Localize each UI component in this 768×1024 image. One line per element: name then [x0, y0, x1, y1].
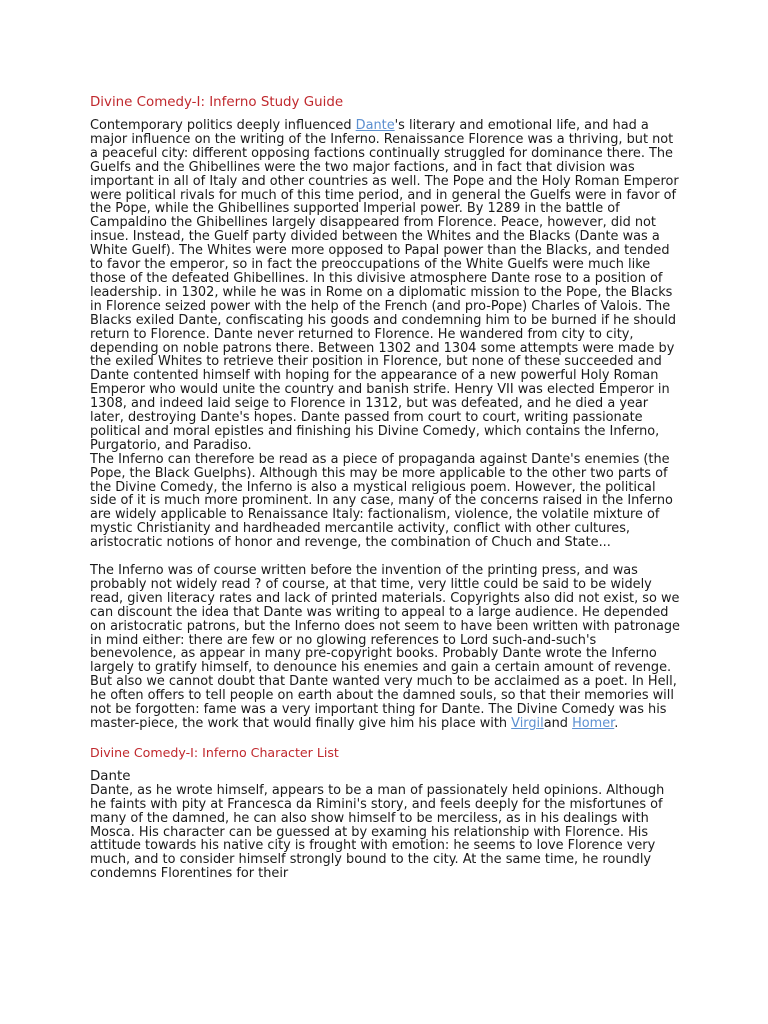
para1-rest: 's literary and emotional life, and had a major influence on the writing of the Inferno. Renaissance Florence was a thriving, but not a peaceful city: different opposing factions continually struggled for dominance there. The Guelfs and the Ghibellines were the two major factions, and in fact that division was important in all of Italy and other countries as well. The Pope and the Holy Roman Emperor were political rivals for much of this time period, and in general the Guelfs were in favor of the Pope, while the Ghibellines supported Imperial power. By 1289 in the battle of Campaldino the Ghibellines largely disappeared from Florence. Peace, however, did not insue. Instead, the Guelf party divided between the Whites and the Blacks (Dante was a White Guelf). The Whites were more opposed to Papal power than the Blacks, and tended to favor the emperor, so in fact the preoccupations of the White Guelfs were much like those of the defeated Ghibellines. In this divisive atmosphere Dante rose to a position of leadership. in 1302, while he was in Rome on a diplomatic mission to the Pope, the Blacks in Florence seized power with the help of the French (and pro-Pope) Charles of Valois. The Blacks exiled Dante, confiscating his goods and condemning him to be burned if he should return to Florence. Dante never returned to Florence. He wandered from city to city, depending on noble patrons there. Between 1302 and 1304 some attempts were made by the exiled Whites to retrieve their position in Florence, but none of these succeeded and Dante contented himself with hoping for the appearance of a new powerful Holy Roman Emperor who would unite the country and banish strife. Henry VII was elected Emperor in 1308, and indeed laid seige to Florence in 1312, but was defeated, and he died a year later, destroying Dante's hopes. Dante passed from court to court, writing passionate political and moral epistles and finishing his Divine Comedy, which contains the Inferno, Purgatorio, and Paradiso. [90, 118, 679, 453]
study-guide-title: Divine Comedy-I: Inferno Study Guide [90, 95, 344, 110]
character-list-title: Divine Comedy-I: Inferno Character List [90, 744, 339, 760]
paragraph-printing-press [90, 564, 682, 731]
para3-text: The Inferno was of course written before the invention of the printing press, and was probably not widely read ? of course, at that time, very little could be said to be widely read, given literacy rates and lack of printed materials. Copyrights also did not exist, so we can discount the idea that Dante was writing to appeal to a large audience. He depended on aristocratic patrons, but the Inferno does not seem to have been written with patronage in mind either: there are few or no glowing references to Lord such-and-such's benevolence, as appear in many pre-copyright books. Probably Dante wrote the Inferno largely to gratify himself, to denounce his enemies and gain a certain amount of revenge. But also we cannot doubt that Dante wanted very much to be acclaimed as a poet. In Hell, he often offers to tell people on earth about the damned souls, so that their memories will not be forgotten: fame was a very important thing for Dante. The Divine Comedy was his master-piece, the work that would finally give him his place with [90, 562, 680, 731]
character-name: Dante [90, 768, 131, 784]
para1-lead: Contemporary politics deeply influenced [90, 118, 356, 133]
paragraph-politics [90, 119, 682, 453]
paragraph-propaganda: The Inferno can therefore be read as a piece of propaganda against Dante's enemies (the Pope, the Black Guelphs). Although this may be more applicable to the other two parts of the Divine Comedy, the Inferno is also a mystical religious poem. However, the political side of it is much more prominent. In any case, many of the concerns raised in the Inferno are widely applicable to Renaissance Italy: factionalism, violence, the volatile mixture of mystic Christianity and hardheaded mercantile activity, conflict with other cultures, aristocratic notions of honor and revenge, the combination of Chuch and State... [90, 451, 673, 551]
para3-end: . [614, 715, 619, 731]
dante-link[interactable]: Dante [355, 118, 395, 133]
virgil-link[interactable]: Virgil [511, 715, 544, 731]
para3-between: and [543, 715, 573, 731]
homer-link[interactable]: Homer [572, 715, 615, 731]
character-description: Dante, as he wrote himself, appears to be a man of passionately held opinions. Although he faints with pity at Francesca da Rimini's story, and feels deeply for the misfortunes of many of the damned, he can also show himself to be merciless, as in his dealings with Mosca. His character can be guessed at by examing his relationship with Florence. His attitude towards his native city is frought with emotion: he seems to love Florence very much, and to consider himself strongly bound to the city. At the same time, he roundly condemns Florentines for their [90, 782, 665, 882]
